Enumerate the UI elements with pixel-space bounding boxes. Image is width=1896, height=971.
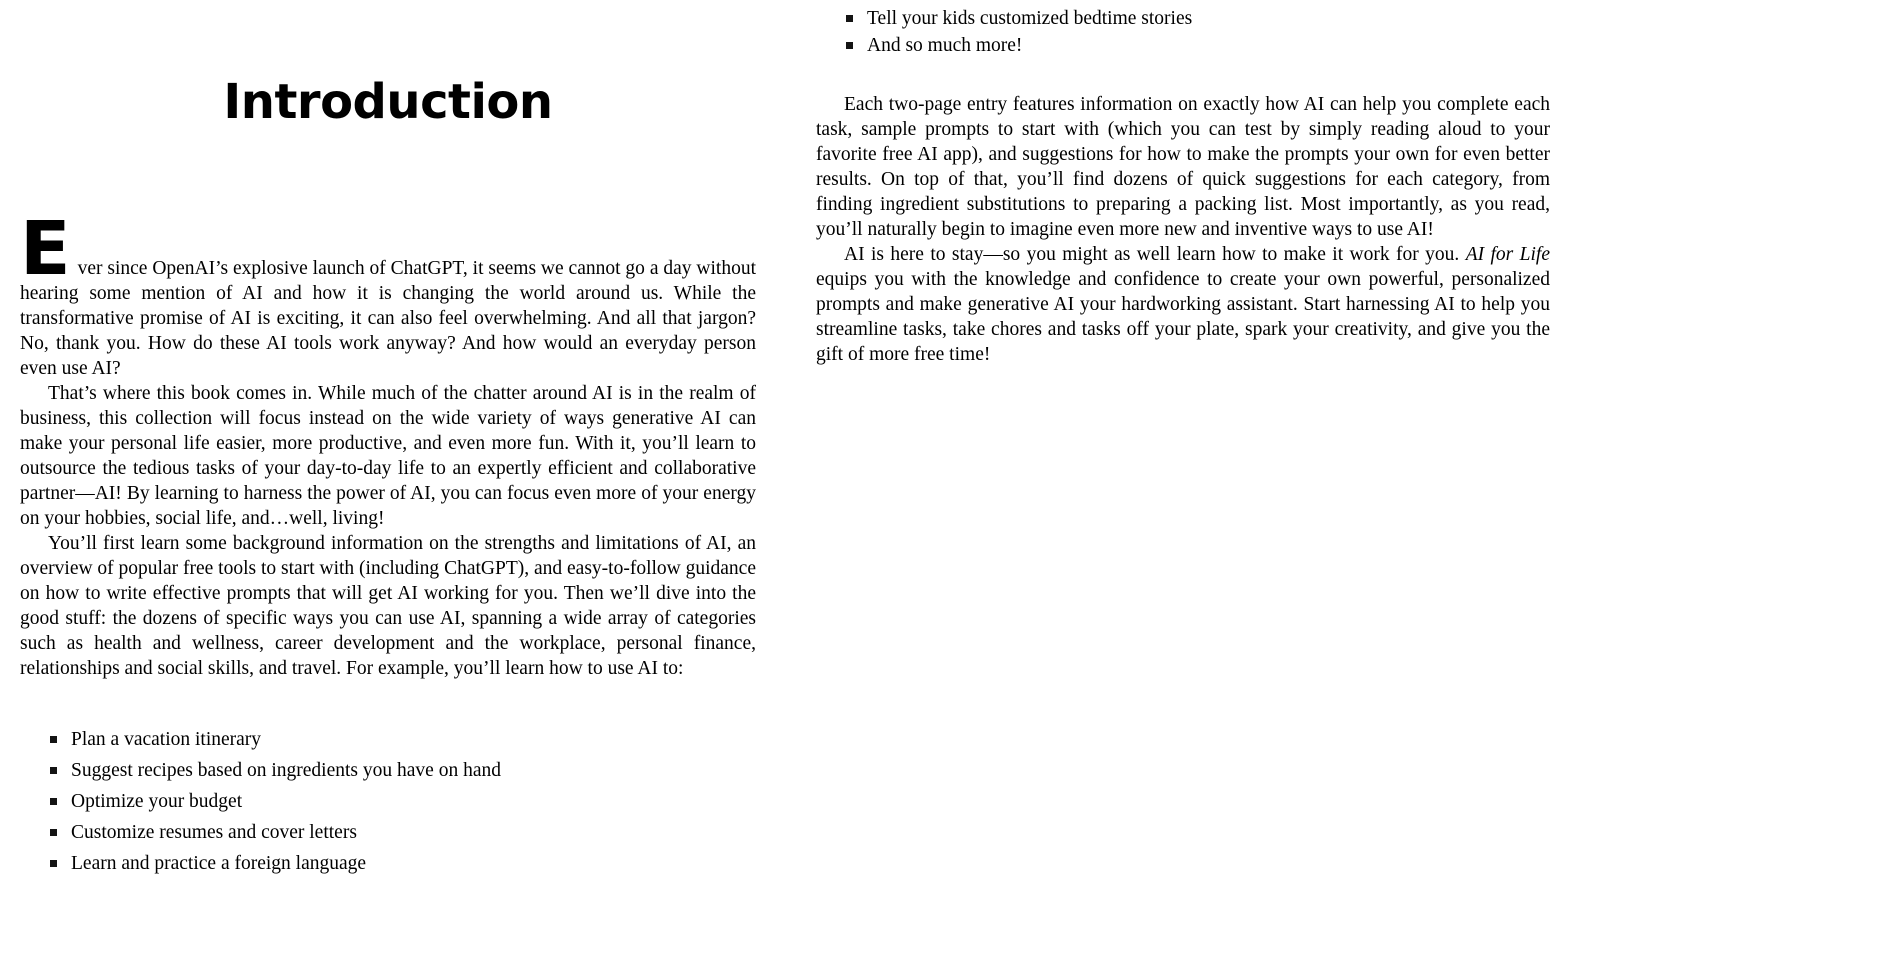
paragraph-overview: You’ll first learn some background information on the strengths and limitations of AI, an overview of popular free tools to start with (including ChatGPT), and easy-to-follow guidance on how to write effective prompts that will get AI working for you. Then we’ll dive into the good stuff: the dozens of specific ways you can use AI, spanning a wide array of categories such as health and wellness, career development and the workplace, personal finance, relationships and social skills, and travel. For example, you’ll learn how to use AI to: — [20, 532, 756, 679]
list-item — [20, 727, 756, 752]
list-item — [20, 820, 756, 845]
list-item — [816, 33, 1550, 58]
left-page — [0, 0, 756, 882]
list-item-label: Customize resumes and cover letters — [71, 821, 357, 843]
examples-bullet-list-continued — [816, 6, 1550, 58]
closing-text-after: equips you with the knowledge and confidence to create your own powerful, personalized prompts and make generative AI your hardworking assistant. Start harnessing AI to help you streamline tasks, take chores and tasks off your plate, spark your creativity, and give you the gift of more free time! — [816, 269, 1550, 365]
list-item-label: Suggest recipes based on ingredients you have on hand — [71, 759, 501, 781]
book-title-italic: AI for Life — [1465, 244, 1550, 265]
list-item — [816, 6, 1550, 31]
bullet-square-icon — [50, 798, 57, 805]
paragraph-entry-features: Each two-page entry features information on exactly how AI can help you complete each task, sample prompts to start with (which you can test by simply reading aloud to your favorite free AI app), and suggestions for how to make the prompts your own for even better results. On top of that, you’ll find dozens of quick suggestions for each category, from finding ingredient substitutions to preparing a packing list. Most importantly, as you read, you’ll naturally begin to imagine even more new and inventive ways to use AI! — [816, 94, 1550, 240]
bullet-square-icon — [50, 767, 57, 774]
list-item — [20, 851, 756, 876]
bullet-square-icon — [846, 42, 853, 49]
bullet-square-icon — [50, 829, 57, 836]
page-title: Introduction — [223, 74, 553, 130]
list-item-label: Learn and practice a foreign language — [71, 852, 367, 874]
closing-text-before: AI is here to stay—so you might as well learn how to make it work for you. — [844, 244, 1466, 265]
list-item-label: And so much more! — [867, 35, 1023, 56]
bullet-square-icon — [50, 860, 57, 867]
bullet-square-icon — [846, 15, 853, 22]
list-item-label: Optimize your budget — [71, 790, 243, 812]
paragraph-book-purpose: That’s where this book comes in. While much of the chatter around AI is in the realm of business, this collection will focus instead on the wide variety of ways generative AI can make your personal life easier, more productive, and even more fun. With it, you’ll learn to outsource the tedious tasks of your day-to-day life to an expertly efficient and collaborative partner—AI! By learning to harness the power of AI, you can focus even more of your energy on your hobbies, social life, and…well, living! — [20, 382, 756, 529]
paragraph-closing — [816, 242, 1550, 367]
examples-bullet-list — [20, 727, 756, 876]
paragraph-intro — [20, 205, 756, 381]
list-item-label: Plan a vacation itinerary — [71, 728, 262, 750]
bullet-square-icon — [50, 736, 57, 743]
right-page — [816, 0, 1550, 367]
paragraph-intro-text: ver since OpenAI’s explosive launch of ChatGPT, it seems we cannot go a day without hearing some mention of AI and how it is changing the world around us. While the transformative promise of AI is exciting, it can also feel overwhelming. And all that jargon? No, thank you. How do these AI tools work anyway? And how would an everyday person even use AI? — [20, 257, 756, 379]
left-page-body — [20, 205, 756, 876]
list-item-label: Tell your kids customized bedtime stories — [867, 8, 1193, 29]
list-item — [20, 789, 756, 814]
drop-cap: E — [20, 205, 72, 292]
right-page-body — [816, 92, 1550, 367]
list-item — [20, 758, 756, 783]
